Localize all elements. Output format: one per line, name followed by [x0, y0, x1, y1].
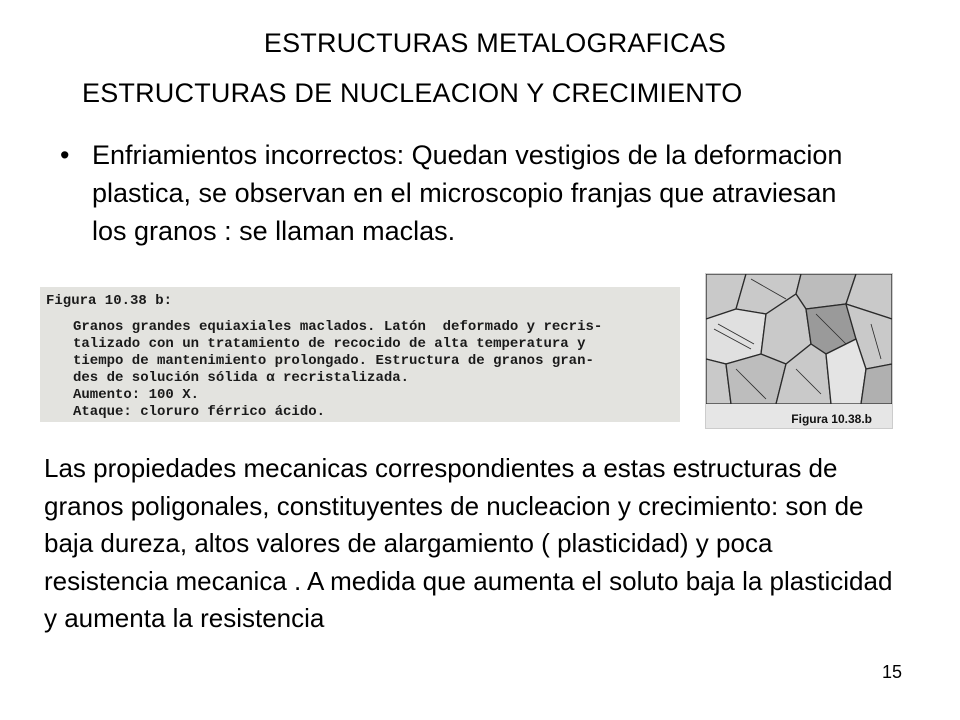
micrograph-image — [705, 273, 893, 429]
body-paragraph: Las propiedades mecanicas correspondientes a estas estructuras de granos poligonales, constituyentes de nucleacion y crecimiento: son de baja dureza, altos valores de alargamiento ( plasticidad) y poca resistencia mecanica . A medida que aumenta el soluto baja la plasticidad y aumenta la resistencia — [44, 453, 893, 633]
typed-caption-line: des de solución sólida α recristalizada. — [73, 370, 410, 386]
typed-figure-caption — [40, 287, 680, 422]
page-number: 15 — [882, 662, 903, 682]
typed-caption-line: talizado con un tratamiento de recocido de alta temperatura y — [73, 336, 586, 352]
bullet-dot-icon: • — [60, 140, 70, 170]
bullet-item — [60, 136, 880, 250]
typed-caption-line: tiempo de mantenimiento prolongado. Estructura de granos gran- — [73, 353, 594, 369]
typed-caption-line: Granos grandes equiaxiales maclados. Latón deformado y recris- — [73, 319, 603, 335]
micrograph-label: Figura 10.38.b — [791, 412, 872, 426]
typed-caption-heading: Figura 10.38 b: — [46, 293, 173, 309]
bullet-text: Enfriamientos incorrectos: Quedan vestigios de la deformacion plastica, se observan en el microscopio franjas que atraviesan los granos : se llaman maclas. — [92, 140, 843, 246]
slide-subtitle: ESTRUCTURAS DE NUCLEACION Y CRECIMIENTO — [82, 78, 743, 108]
typed-caption-line: Aumento: 100 X. — [73, 387, 200, 403]
slide-title: ESTRUCTURAS METALOGRAFICAS — [263, 28, 727, 58]
typed-caption-line: Ataque: cloruro férrico ácido. — [73, 404, 326, 420]
grain-structure-image — [706, 274, 892, 404]
